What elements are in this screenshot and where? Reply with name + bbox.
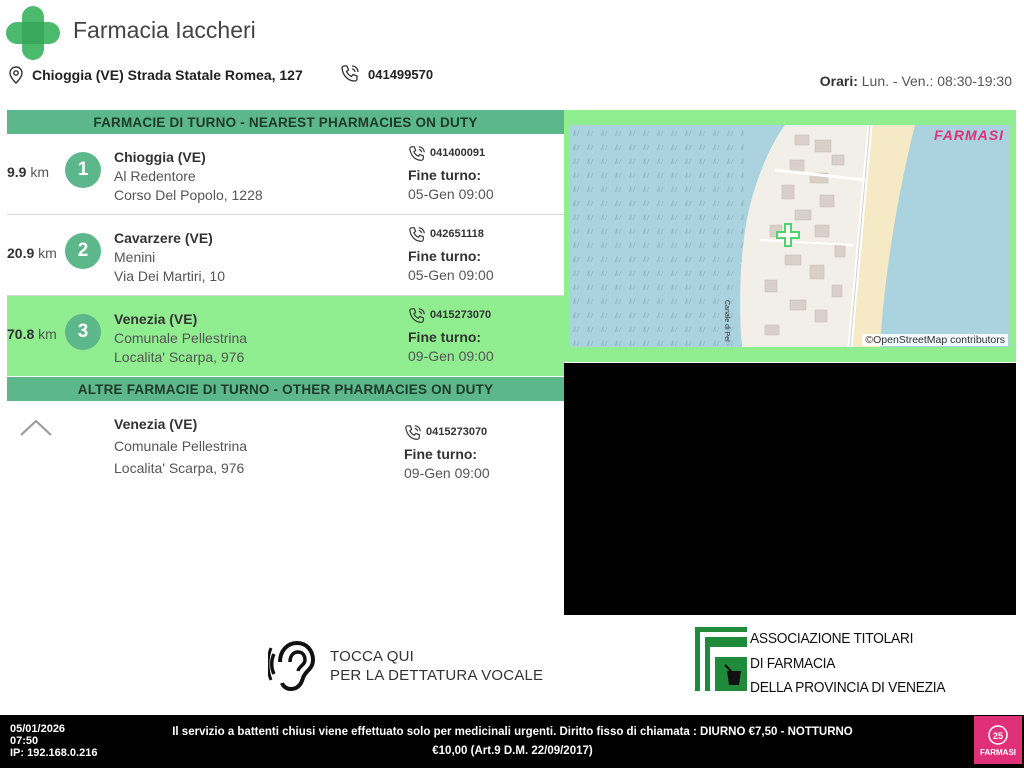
map[interactable]	[570, 125, 1010, 347]
pharmacy-cross-logo	[6, 6, 60, 60]
pharmacy-info	[114, 148, 263, 205]
map-panel	[564, 110, 1016, 362]
footer-bar	[0, 715, 1024, 768]
shift-end-time: 09-Gen 09:00	[404, 465, 490, 481]
ip-address: IP: 192.168.0.216	[10, 747, 98, 759]
pharmacy-info	[114, 229, 225, 286]
pharmacy-city: Venezia (VE)	[114, 311, 198, 327]
map-tiles	[570, 125, 1010, 347]
pharmacy-street: Localita' Scarpa, 976	[114, 460, 245, 476]
pharmacy-row-1[interactable]	[7, 134, 564, 215]
shift-end-label: Fine turno:	[408, 248, 482, 264]
phone-row	[340, 64, 433, 84]
shift-end-label: Fine turno:	[404, 446, 478, 462]
other-pharmacy-row[interactable]	[7, 401, 564, 501]
ear-icon	[268, 640, 318, 692]
pharmacy-street: Localita' Scarpa, 976	[114, 349, 245, 365]
distance: 20.9 km	[7, 245, 57, 261]
pharmacy-street: Corso Del Popolo, 1228	[114, 187, 263, 203]
pharmacy-contact	[408, 225, 494, 285]
voice-dictation-label: TOCCA QUI PER LA DETTATURA VOCALE	[330, 648, 544, 684]
pharmacy-info	[114, 310, 247, 367]
pharmacy-name: Farmacia Iaccheri	[73, 17, 256, 43]
shift-end-time: 05-Gen 09:00	[408, 267, 494, 283]
phone-icon	[408, 226, 426, 244]
rank-badge: 1	[65, 152, 101, 188]
distance: 70.8 km	[7, 326, 57, 342]
pharmacy-name: Comunale Pellestrina	[114, 438, 248, 454]
location-pin-icon	[8, 66, 24, 84]
phone-icon	[408, 307, 426, 325]
nearest-pharmacies-heading: FARMACIE DI TURNO - NEAREST PHARMACIES ON DUTY	[7, 110, 564, 134]
media-panel	[564, 363, 1016, 615]
canal-label: Canale di Pel	[723, 300, 730, 342]
anniversary-badge-icon	[987, 724, 1009, 746]
chevron-up-icon[interactable]	[19, 417, 53, 437]
map-attribution[interactable]: ©OpenStreetMap contributors	[862, 334, 1008, 346]
shift-end-time: 09-Gen 09:00	[408, 348, 494, 364]
current-date: 05/01/2026	[10, 723, 66, 735]
address-row	[8, 66, 303, 84]
service-notice: Il servizio a battenti chiusi viene effettuato solo per medicinali urgenti. Diritto fisso di chiamata : DIURNO €7,50 - NOTTURNO €10,00 (Art.9 D.M. 22/09/2017)	[172, 726, 853, 757]
opening-hours	[820, 73, 1012, 89]
pharmacy-city: Venezia (VE)	[114, 416, 198, 432]
pharmacy-city: Chioggia (VE)	[114, 149, 206, 165]
pharmacy-phone: 0415273070	[404, 423, 490, 442]
pharmacy-name: Menini	[114, 249, 156, 265]
current-time: 07:50	[10, 735, 39, 747]
pharmacy-row-2[interactable]	[7, 215, 564, 296]
pharmacy-contact	[404, 423, 490, 483]
phone-number: 041499570	[368, 66, 434, 82]
pharmacy-phone: 041400091	[408, 144, 494, 163]
voice-dictation-button[interactable]	[268, 640, 543, 692]
hours-value: Lun. - Ven.: 08:30-19:30	[861, 73, 1012, 89]
pharmacy-row-3-selected[interactable]	[7, 296, 564, 376]
system-info	[10, 723, 97, 759]
other-pharmacies-heading: ALTRE FARMACIE DI TURNO - OTHER PHARMACIES ON DUTY	[7, 377, 564, 401]
phone-icon	[340, 64, 360, 84]
distance: 9.9 km	[7, 164, 50, 180]
association-name: ASSOCIAZIONE TITOLARI DI FARMACIA DELLA PROVINCIA DI VENEZIA	[750, 630, 946, 696]
pharmacy-name: Al Redentore	[114, 168, 196, 184]
shift-end-label: Fine turno:	[408, 329, 482, 345]
association-emblem-icon	[695, 627, 747, 691]
pharmacy-phone: 0415273070	[408, 306, 494, 325]
rank-badge: 2	[65, 233, 101, 269]
address-text: Chioggia (VE) Strada Statale Romea, 127	[32, 67, 303, 83]
svg-text:25: 25	[992, 730, 1004, 741]
pharmacy-name: Comunale Pellestrina	[114, 330, 248, 346]
pharmacy-contact	[408, 144, 494, 204]
pharmacy-street: Via Dei Martiri, 10	[114, 268, 226, 284]
rank-badge: 3	[65, 314, 101, 350]
pharmacy-info	[114, 413, 247, 479]
association-logo	[695, 627, 962, 701]
pharmacy-contact	[408, 306, 494, 366]
phone-icon	[408, 145, 426, 163]
phone-icon	[404, 424, 422, 442]
pharmacy-phone: 042651118	[408, 225, 494, 244]
farmasi-map-brand: FARMASI	[934, 127, 1004, 143]
shift-end-time: 05-Gen 09:00	[408, 186, 494, 202]
hours-label: Orari:	[819, 73, 858, 89]
farmasi-logo: 25 FARMASI	[974, 716, 1022, 764]
shift-end-label: Fine turno:	[408, 167, 482, 183]
pharmacy-city: Cavarzere (VE)	[114, 230, 213, 246]
